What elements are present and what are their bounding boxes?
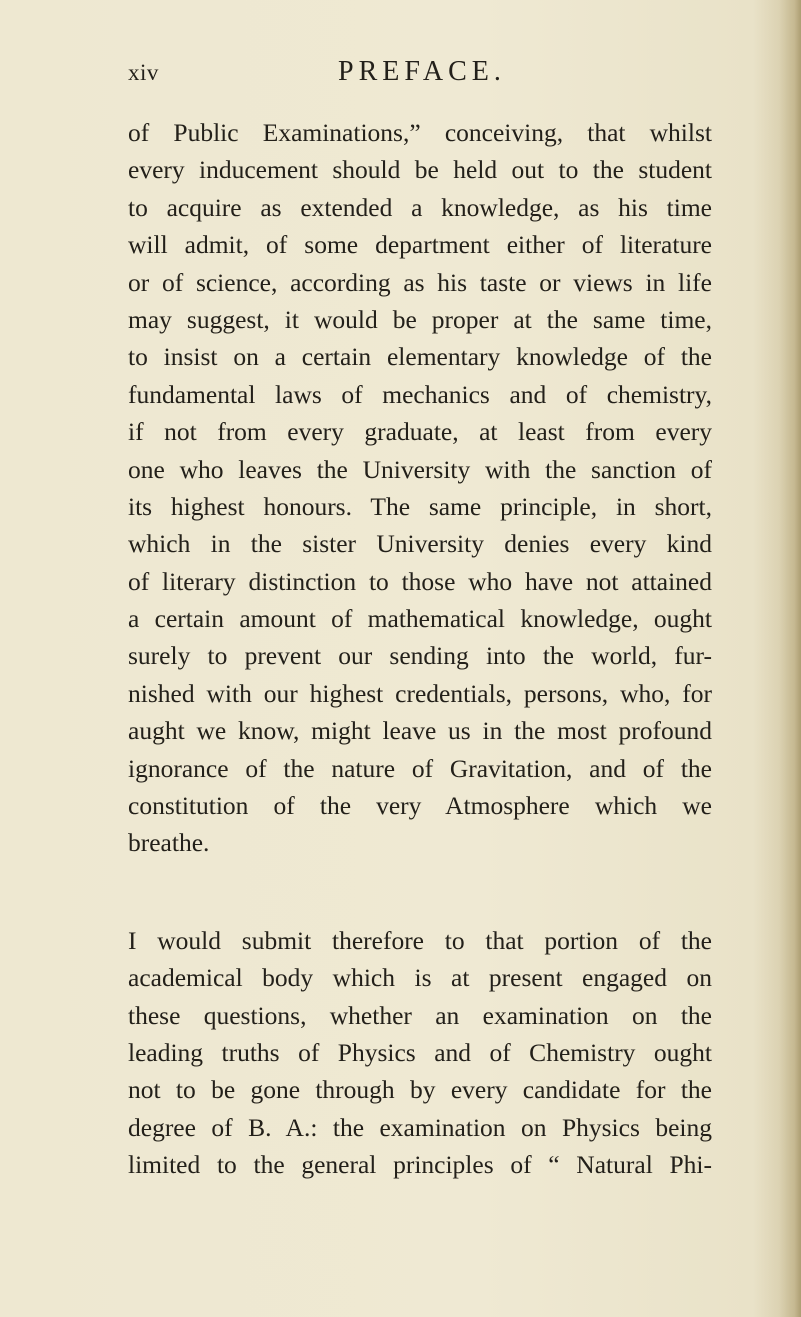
- text-line: surely to prevent our sending into the world, fur-: [128, 641, 712, 671]
- paragraph-1: [128, 114, 712, 862]
- text-line: constitution of the very Atmosphere which we: [128, 791, 712, 821]
- text-line: of Public Examinations,” conceiving, that whilst: [128, 118, 712, 147]
- text-line: of literary distinction to those who have not attained: [128, 566, 712, 596]
- text-line: will admit, of some department either of literature: [128, 230, 712, 260]
- text-line: nished with our highest credentials, persons, who, for: [128, 678, 712, 708]
- text-line: one who leaves the University with the sanction of: [128, 454, 712, 484]
- text-line: leading truths of Physics and of Chemistry ought: [128, 1037, 712, 1067]
- text-line: limited to the general principles of “ Natural Phi-: [128, 1150, 712, 1180]
- page-number: xiv: [128, 60, 159, 85]
- paragraph-2: [128, 922, 712, 1184]
- text-line: fundamental laws of mechanics and of chemistry,: [128, 379, 712, 409]
- text-line: these questions, whether an examination on the: [128, 1000, 712, 1030]
- text-line: may suggest, it would be proper at the same time,: [128, 304, 712, 334]
- text-line: every inducement should be held out to the student: [128, 155, 712, 185]
- text-line: or of science, according as his taste or views in life: [128, 267, 712, 297]
- paragraph-gap: [128, 862, 712, 922]
- text-line: I would submit therefore to that portion of the: [128, 925, 712, 955]
- text-line: if not from every graduate, at least from every: [128, 417, 712, 447]
- running-title: PREFACE.: [338, 56, 506, 87]
- running-head: [0, 56, 801, 96]
- page-edge-shadow: [779, 0, 801, 1317]
- body-text: [128, 114, 712, 1184]
- text-line: a certain amount of mathematical knowledge, ought: [128, 604, 712, 634]
- text-line: which in the sister University denies every kind: [128, 529, 712, 559]
- text-line: its highest honours. The same principle, in short,: [128, 491, 712, 521]
- text-line: to acquire as extended a knowledge, as his time: [128, 192, 712, 222]
- text-line: ignorance of the nature of Gravitation, and of the: [128, 753, 712, 783]
- text-line: breathe.: [128, 828, 210, 858]
- text-line: not to be gone through by every candidate for the: [128, 1075, 712, 1105]
- text-line: academical body which is at present engaged on: [128, 963, 712, 993]
- text-line: degree of B. A.: the examination on Physics being: [128, 1112, 712, 1142]
- text-line: aught we know, might leave us in the most profound: [128, 716, 712, 746]
- text-line: to insist on a certain elementary knowledge of the: [128, 342, 712, 372]
